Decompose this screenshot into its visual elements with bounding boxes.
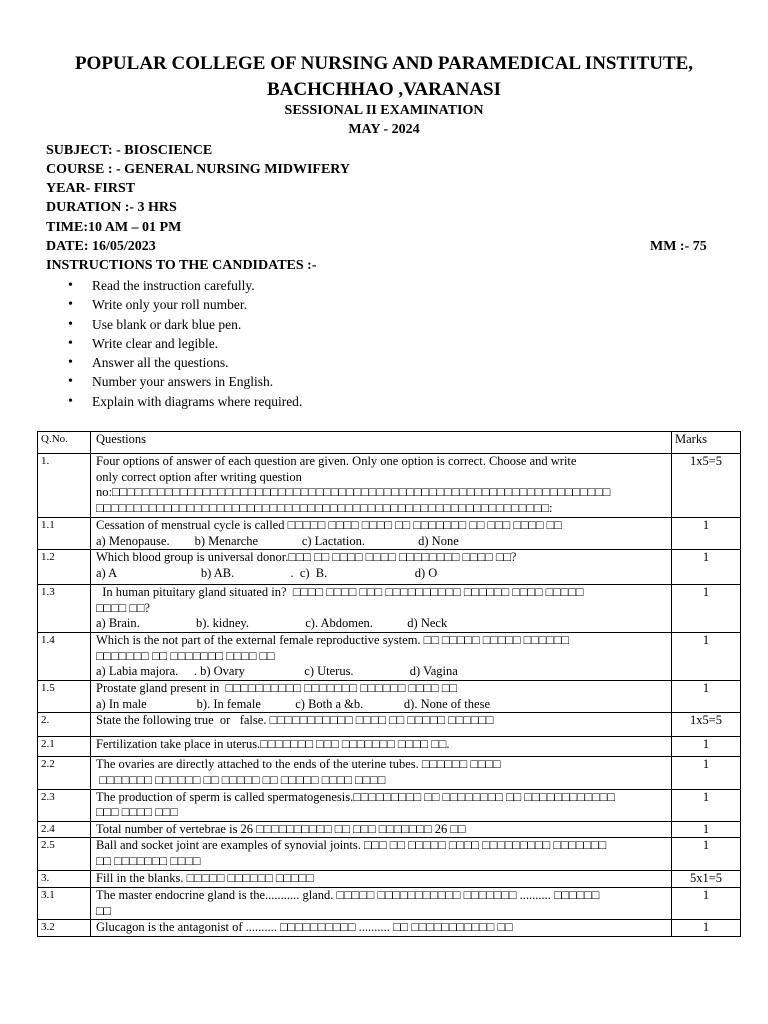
question-marks: 1	[672, 585, 741, 633]
question-marks: 1	[672, 838, 741, 871]
question-text	[91, 454, 672, 518]
question-line: □□□□□□□ □□ □□□□□□□ □□□□ □□	[96, 648, 275, 663]
question-number: 1.5	[38, 681, 91, 713]
question-line: Prostate gland present in □□□□□□□□□□ □□□□□□□ □□□□□□ □□□□ □□	[96, 681, 457, 696]
question-line: Four options of answer of each question are given. Only one option is correct. Choose and write	[96, 454, 577, 468]
question-marks: 1	[672, 681, 741, 713]
question-line: only correct option after writing question	[96, 469, 302, 484]
table-row	[38, 518, 741, 550]
question-marks: 1x5=5	[672, 454, 741, 518]
question-text	[91, 838, 672, 871]
question-line: □□□□□□□□□□□□□□□□□□□□□□□□□□□□□□□□□□□□□□□□□□□□□□□□□□□□□□□□□□□□:	[96, 500, 553, 515]
question-text	[91, 821, 672, 838]
question-marks: 1	[672, 789, 741, 821]
instruction-item: • Use blank or dark blue pen.	[46, 315, 302, 334]
exam-title: SESSIONAL II EXAMINATION	[284, 103, 484, 118]
question-text	[91, 789, 672, 821]
question-line: Which is the not part of the external female reproductive system. □□ □□□□□ □□□□□ □□□□□□	[96, 633, 569, 648]
question-number: 1.	[38, 454, 91, 518]
question-number: 2.2	[38, 757, 91, 789]
question-text	[91, 757, 672, 789]
question-line: a) Labia majora. . b) Ovary c) Uterus. d) Vagina	[96, 664, 458, 679]
question-line: a) In male b). In female c) Both a &b. d). None of these	[96, 696, 490, 711]
question-text	[91, 887, 672, 919]
question-line: Fertilization take place in uterus.□□□□□□□ □□□ □□□□□□□ □□□□ □□.	[96, 737, 450, 752]
question-line: The master endocrine gland is the........... gland. □□□□□ □□□□□□□□□□□ □□□□□□□ .......... □□□□□□	[96, 887, 600, 902]
question-line: Glucagon is the antagonist of .......... □□□□□□□□□□ .......... □□ □□□□□□□□□□□ □□	[96, 920, 513, 935]
question-line: □□	[96, 903, 112, 918]
question-marks: 1	[672, 757, 741, 789]
table-row	[38, 681, 741, 713]
question-number: 1.2	[38, 550, 91, 585]
question-text	[91, 681, 672, 713]
question-number: 2.	[38, 713, 91, 737]
question-line: □□□□ □□?	[96, 600, 150, 615]
qno-header: Q.No.	[38, 432, 91, 454]
marks-header: Marks	[672, 432, 741, 454]
questions-header: Questions	[91, 432, 672, 454]
question-line: Ball and socket joint are examples of synovial joints. □□□ □□ □□□□□ □□□□ □□□□□□□□□ □□□□□□□	[96, 838, 607, 853]
table-row	[38, 737, 741, 757]
question-text	[91, 920, 672, 937]
exam-month: MAY - 2024	[348, 122, 420, 137]
instructions-list	[46, 276, 302, 411]
table-row	[38, 838, 741, 871]
instruction-item: • Read the instruction carefully.	[46, 276, 302, 295]
instruction-item: • Explain with diagrams where required.	[46, 392, 302, 411]
college-location: BACHCHHAO ,VARANASI	[266, 79, 501, 100]
question-marks: 1	[672, 920, 741, 937]
question-marks: 1	[672, 887, 741, 919]
questions-table	[37, 431, 741, 937]
table-header-row	[38, 432, 741, 454]
table-row	[38, 585, 741, 633]
question-text	[91, 713, 672, 737]
question-line: Cessation of menstrual cycle is called □□□□□ □□□□ □□□□ □□ □□□□□□□ □□ □□□ □□□□ □□	[96, 518, 562, 532]
table-row	[38, 789, 741, 821]
question-line: a) Brain. b). kidney. c). Abdomen. d) Neck	[96, 616, 448, 631]
year-line: YEAR- FIRST	[46, 181, 136, 196]
question-line: In human pituitary gland situated in? □□□□ □□□□ □□□ □□□□□□□□□□ □□□□□□ □□□□ □□□□□	[96, 585, 584, 600]
table-row	[38, 920, 741, 937]
table-row	[38, 757, 741, 789]
question-text	[91, 871, 672, 888]
table-row	[38, 550, 741, 585]
question-number: 2.3	[38, 789, 91, 821]
instruction-item: • Write only your roll number.	[46, 295, 302, 314]
table-row	[38, 871, 741, 888]
question-number: 2.1	[38, 737, 91, 757]
question-line: Which blood group is universal donor.□□□ □□ □□□□ □□□□ □□□□□□□□ □□□□ □□?	[96, 550, 517, 565]
question-line: The production of sperm is called spermatogenesis.□□□□□□□□□ □□ □□□□□□□□ □□ □□□□□□□□□□□□	[96, 789, 615, 804]
question-line: Fill in the blanks. □□□□□ □□□□□□ □□□□□	[96, 871, 314, 886]
instruction-item: • Write clear and legible.	[46, 334, 302, 353]
question-number: 3.	[38, 871, 91, 888]
question-line: State the following true or false. □□□□□□□□□□□ □□□□ □□ □□□□□ □□□□□□	[96, 713, 494, 728]
question-number: 3.1	[38, 887, 91, 919]
question-marks: 1	[672, 821, 741, 838]
question-number: 1.1	[38, 518, 91, 550]
question-line: a) A b) AB. . c) B. d) O	[96, 565, 438, 580]
question-line: The ovaries are directly attached to the ends of the uterine tubes. □□□□□□ □□□□	[96, 757, 501, 772]
table-row	[38, 887, 741, 919]
date-line: DATE: 16/05/2023	[46, 239, 156, 254]
question-text	[91, 518, 672, 550]
question-line: □□□ □□□□ □□□	[96, 805, 178, 820]
question-line: no:□□□□□□□□□□□□□□□□□□□□□□□□□□□□□□□□□□□□□□□□□□□□□□□□□□□□□□□□□□□□□□□□□□	[96, 485, 611, 500]
instructions-heading: INSTRUCTIONS TO THE CANDIDATES :-	[46, 258, 317, 273]
question-line: □□ □□□□□□□ □□□□	[96, 853, 201, 868]
question-marks: 1	[672, 737, 741, 757]
college-name: POPULAR COLLEGE OF NURSING AND PARAMEDICAL INSTITUTE,	[74, 53, 694, 74]
question-number: 2.5	[38, 838, 91, 871]
question-number: 1.4	[38, 633, 91, 681]
duration-line: DURATION :- 3 HRS	[46, 200, 177, 215]
question-text	[91, 737, 672, 757]
question-marks: 1	[672, 518, 741, 550]
table-row	[38, 454, 741, 518]
question-number: 2.4	[38, 821, 91, 838]
question-marks: 1	[672, 633, 741, 681]
question-number: 1.3	[38, 585, 91, 633]
instruction-item: • Number your answers in English.	[46, 372, 302, 391]
time-line: TIME:10 AM – 01 PM	[46, 220, 182, 235]
max-marks: MM :- 75	[650, 239, 707, 254]
question-text	[91, 550, 672, 585]
question-text	[91, 585, 672, 633]
questions-body	[38, 454, 741, 937]
question-line: a) Menopause. b) Menarche c) Lactation. d) None	[96, 533, 459, 548]
question-number: 3.2	[38, 920, 91, 937]
subject-line: SUBJECT: - BIOSCIENCE	[46, 143, 213, 158]
table-row	[38, 713, 741, 737]
question-marks: 5x1=5	[672, 871, 741, 888]
course-line: COURSE : - GENERAL NURSING MIDWIFERY	[46, 162, 351, 177]
question-marks: 1x5=5	[672, 713, 741, 737]
question-line: Total number of vertebrae is 26 □□□□□□□□□□ □□ □□□ □□□□□□□ 26 □□	[96, 821, 466, 836]
question-line: □□□□□□□ □□□□□□ □□ □□□□□ □□ □□□□□ □□□□ □□□□	[96, 772, 386, 787]
table-row	[38, 633, 741, 681]
table-row	[38, 821, 741, 838]
instruction-item: • Answer all the questions.	[46, 353, 302, 372]
question-marks: 1	[672, 550, 741, 585]
question-text	[91, 633, 672, 681]
